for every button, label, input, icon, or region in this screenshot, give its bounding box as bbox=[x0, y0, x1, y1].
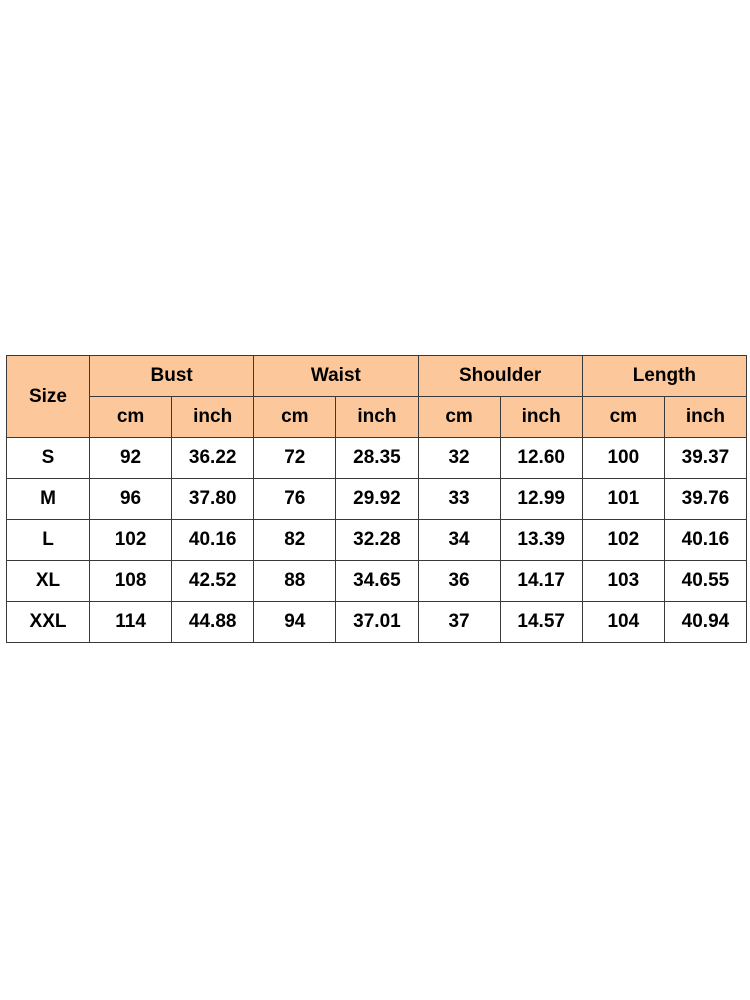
bust-inch-header: inch bbox=[172, 397, 254, 438]
size-cell: XXL bbox=[7, 602, 90, 643]
waist-cm-header: cm bbox=[254, 397, 336, 438]
length-inch-cell: 40.94 bbox=[664, 602, 746, 643]
bust-inch-cell: 40.16 bbox=[172, 520, 254, 561]
length-cm-cell: 100 bbox=[582, 438, 664, 479]
shoulder-cm-header: cm bbox=[418, 397, 500, 438]
waist-inch-cell: 28.35 bbox=[336, 438, 418, 479]
size-cell: M bbox=[7, 479, 90, 520]
length-inch-cell: 40.55 bbox=[664, 561, 746, 602]
shoulder-cm-cell: 36 bbox=[418, 561, 500, 602]
bust-cm-cell: 114 bbox=[90, 602, 172, 643]
shoulder-header: Shoulder bbox=[418, 356, 582, 397]
bust-inch-cell: 42.52 bbox=[172, 561, 254, 602]
bust-cm-cell: 102 bbox=[90, 520, 172, 561]
length-cm-cell: 102 bbox=[582, 520, 664, 561]
waist-header: Waist bbox=[254, 356, 418, 397]
shoulder-inch-cell: 14.57 bbox=[500, 602, 582, 643]
size-table bbox=[6, 355, 747, 643]
length-inch-header: inch bbox=[664, 397, 746, 438]
size-cell: L bbox=[7, 520, 90, 561]
waist-inch-header: inch bbox=[336, 397, 418, 438]
bust-cm-cell: 92 bbox=[90, 438, 172, 479]
shoulder-inch-cell: 14.17 bbox=[500, 561, 582, 602]
bust-inch-cell: 37.80 bbox=[172, 479, 254, 520]
waist-cm-cell: 88 bbox=[254, 561, 336, 602]
table-row bbox=[7, 520, 747, 561]
length-cm-cell: 101 bbox=[582, 479, 664, 520]
waist-inch-cell: 37.01 bbox=[336, 602, 418, 643]
waist-inch-cell: 34.65 bbox=[336, 561, 418, 602]
waist-cm-cell: 82 bbox=[254, 520, 336, 561]
shoulder-cm-cell: 33 bbox=[418, 479, 500, 520]
size-chart bbox=[6, 355, 747, 643]
header-row-units bbox=[7, 397, 747, 438]
bust-inch-cell: 36.22 bbox=[172, 438, 254, 479]
length-cm-header: cm bbox=[582, 397, 664, 438]
waist-inch-cell: 29.92 bbox=[336, 479, 418, 520]
length-cm-cell: 103 bbox=[582, 561, 664, 602]
shoulder-inch-cell: 12.99 bbox=[500, 479, 582, 520]
size-cell: XL bbox=[7, 561, 90, 602]
shoulder-cm-cell: 32 bbox=[418, 438, 500, 479]
shoulder-cm-cell: 37 bbox=[418, 602, 500, 643]
shoulder-cm-cell: 34 bbox=[418, 520, 500, 561]
waist-cm-cell: 76 bbox=[254, 479, 336, 520]
table-row bbox=[7, 561, 747, 602]
shoulder-inch-header: inch bbox=[500, 397, 582, 438]
length-header: Length bbox=[582, 356, 746, 397]
length-inch-cell: 39.37 bbox=[664, 438, 746, 479]
table-row bbox=[7, 479, 747, 520]
table-row bbox=[7, 438, 747, 479]
bust-cm-cell: 108 bbox=[90, 561, 172, 602]
length-inch-cell: 40.16 bbox=[664, 520, 746, 561]
waist-inch-cell: 32.28 bbox=[336, 520, 418, 561]
length-cm-cell: 104 bbox=[582, 602, 664, 643]
size-cell: S bbox=[7, 438, 90, 479]
bust-header: Bust bbox=[90, 356, 254, 397]
header-row-groups bbox=[7, 356, 747, 397]
table-row bbox=[7, 602, 747, 643]
length-inch-cell: 39.76 bbox=[664, 479, 746, 520]
shoulder-inch-cell: 12.60 bbox=[500, 438, 582, 479]
bust-cm-header: cm bbox=[90, 397, 172, 438]
bust-cm-cell: 96 bbox=[90, 479, 172, 520]
waist-cm-cell: 72 bbox=[254, 438, 336, 479]
size-header: Size bbox=[7, 356, 90, 438]
waist-cm-cell: 94 bbox=[254, 602, 336, 643]
bust-inch-cell: 44.88 bbox=[172, 602, 254, 643]
shoulder-inch-cell: 13.39 bbox=[500, 520, 582, 561]
